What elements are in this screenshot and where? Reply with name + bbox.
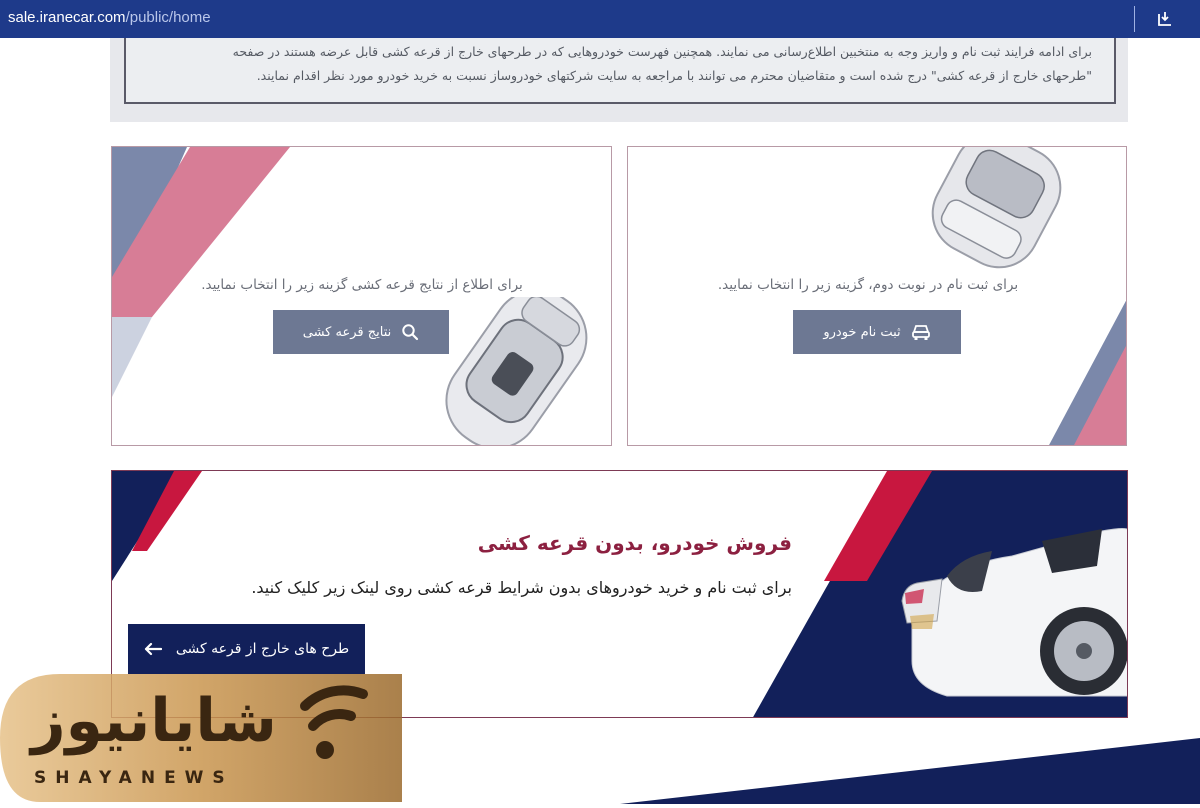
car-front-view-illustration — [908, 147, 1078, 277]
banner-subtitle: برای ثبت نام و خرید خودروهای بدون شرایط قرعه کشی روی لینک زیر کلیک کنید. — [251, 578, 792, 597]
watermark-logo-text: شایانیوز — [31, 686, 277, 756]
lottery-results-button-label: نتایج قرعه کشی — [302, 324, 392, 340]
address-bar-divider — [1134, 6, 1135, 32]
banner-title: فروش خودرو، بدون قرعه کشی — [477, 531, 792, 555]
results-card — [111, 146, 612, 446]
outside-lottery-plans-button[interactable] — [128, 624, 365, 674]
notice-line-2: "طرحهای خارج از قرعه کشی" درج شده است و متقاضیان محترم می توانند با مراجعه به سایت شرکتهای خودروساز نسبت به خرید خودرو مورد نظر اقدام نمایند. — [256, 68, 1092, 83]
registration-card — [627, 146, 1127, 446]
registration-card-text: برای ثبت نام در نوبت دوم، گزینه زیر را انتخاب نمایید. — [717, 277, 1019, 293]
car-registration-button[interactable] — [793, 310, 961, 354]
shayanews-watermark — [0, 672, 402, 804]
results-card-text: برای اطلاع از نتایج قرعه کشی گزینه زیر را انتخاب نمایید. — [201, 277, 523, 293]
notice-line-1: برای ادامه فرایند ثبت نام و واریز وجه به منتخبین اطلاع‌رسانی می نمایند. همچنین فهرست خودروهایی که در طرحهای خارج از قرعه کشی قابل عرضه هستند در صفحه — [232, 44, 1092, 59]
outside-lottery-plans-button-label: طرح های خارج از قرعه کشی — [175, 641, 350, 657]
bottom-decoration — [560, 730, 1200, 804]
search-icon — [401, 323, 419, 341]
url-host: sale.iranecar.com — [8, 9, 126, 26]
address-url[interactable] — [8, 9, 211, 26]
url-path: /public/home — [125, 9, 211, 26]
car-registration-button-label: ثبت نام خودرو — [823, 324, 901, 340]
arrow-left-icon — [144, 642, 162, 656]
lottery-results-button[interactable] — [273, 310, 449, 354]
notice-box — [124, 38, 1116, 104]
car-icon — [911, 323, 931, 341]
reader-mode-icon[interactable] — [1155, 8, 1177, 30]
watermark-latin-text: SHAYANEWS — [34, 768, 234, 788]
